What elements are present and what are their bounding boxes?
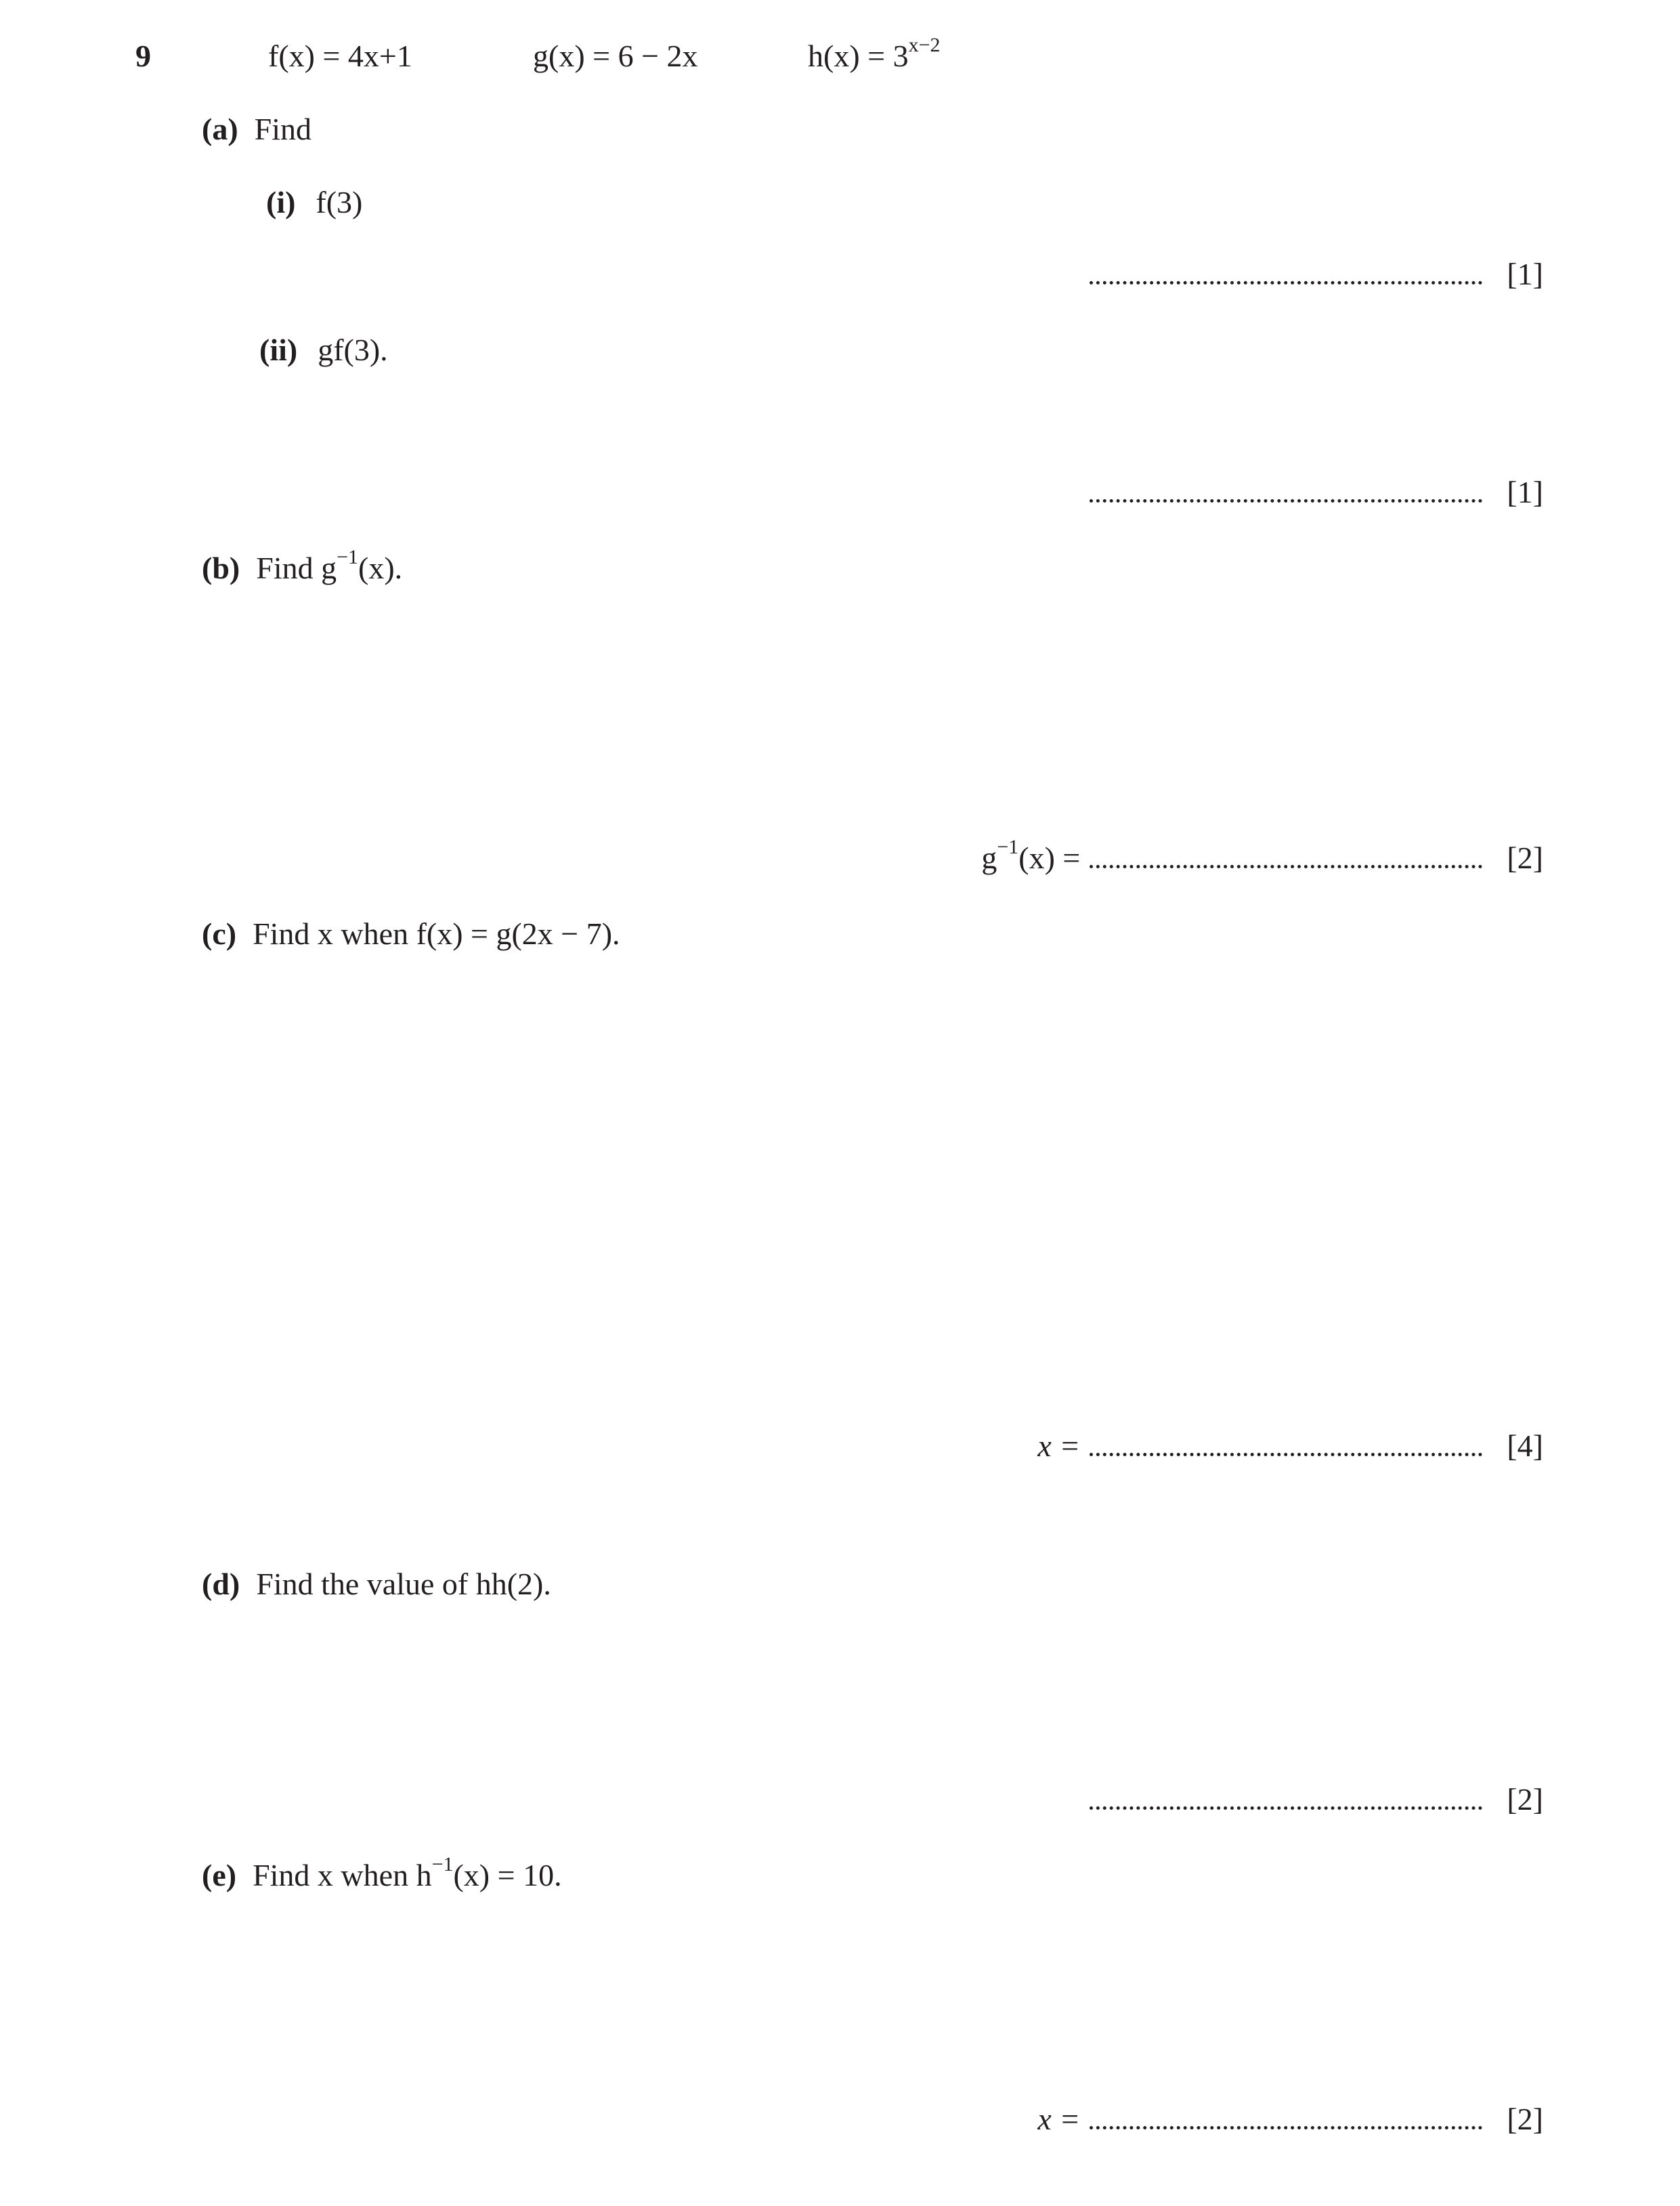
- function-h: [808, 34, 941, 74]
- mark-b: [2]: [1507, 841, 1543, 875]
- part-e-text: [253, 1853, 562, 1892]
- part-b-text: [256, 546, 403, 585]
- part-c: [202, 916, 620, 952]
- part-a-text: Find: [254, 112, 312, 146]
- answer-dots[interactable]: [1090, 277, 1482, 284]
- part-e-text-post: (x) = 10.: [453, 1858, 562, 1892]
- answer-line-c[interactable]: [1037, 1428, 1543, 1464]
- answer-prefix-c: x =: [1037, 1428, 1081, 1463]
- part-b-label: (b): [202, 551, 240, 585]
- mark-e: [2]: [1507, 2102, 1543, 2136]
- part-b: [202, 546, 403, 586]
- answer-dots[interactable]: [1090, 1449, 1482, 1456]
- answer-dots[interactable]: [1090, 495, 1482, 503]
- part-a-ii-label: (ii): [259, 333, 298, 367]
- part-a-i-text: f(3): [316, 185, 363, 219]
- answer-line-e[interactable]: [1037, 2101, 1543, 2137]
- answer-line-a-i[interactable]: [1090, 256, 1543, 292]
- answer-prefix-b: [981, 836, 1081, 876]
- part-d-text: Find the value of hh(2).: [256, 1567, 551, 1601]
- mark-a-i: [1]: [1507, 257, 1543, 291]
- part-e: [202, 1853, 562, 1893]
- answer-prefix-b-post: (x) =: [1018, 841, 1081, 875]
- part-a-i: [266, 184, 362, 220]
- answer-prefix-b-sup: −1: [997, 836, 1019, 858]
- function-g: g(x) = 6 − 2x: [533, 39, 698, 73]
- function-f: f(x) = 4x+1: [268, 39, 412, 73]
- part-b-text-pre: Find g: [256, 551, 337, 585]
- part-a-label: (a): [202, 112, 238, 146]
- part-d: [202, 1566, 551, 1602]
- mark-d: [2]: [1507, 1782, 1543, 1817]
- answer-dots[interactable]: [1090, 1802, 1482, 1810]
- part-e-label: (e): [202, 1858, 237, 1892]
- part-a-ii: [259, 332, 388, 368]
- answer-prefix-e: x =: [1037, 2102, 1081, 2136]
- part-d-label: (d): [202, 1567, 240, 1601]
- question-number: 9: [135, 39, 151, 73]
- answer-line-a-ii[interactable]: [1090, 474, 1543, 510]
- answer-prefix-b-base: g: [981, 841, 997, 875]
- answer-dots[interactable]: [1090, 861, 1482, 868]
- part-b-text-post: (x).: [358, 551, 403, 585]
- part-a: [202, 111, 311, 147]
- answer-dots[interactable]: [1090, 2122, 1482, 2129]
- mark-c: [4]: [1507, 1428, 1543, 1463]
- mark-a-ii: [1]: [1507, 475, 1543, 509]
- part-a-ii-text: gf(3).: [318, 333, 388, 367]
- inverse-superscript: −1: [337, 546, 359, 568]
- part-e-text-pre: Find x when h: [253, 1858, 432, 1892]
- part-c-text: Find x when f(x) = g(2x − 7).: [253, 916, 620, 951]
- function-h-base: h(x) = 3: [808, 39, 909, 73]
- answer-line-d[interactable]: [1090, 1781, 1543, 1817]
- part-c-label: (c): [202, 916, 237, 951]
- inverse-superscript: −1: [431, 1853, 454, 1875]
- answer-line-b[interactable]: [981, 836, 1543, 876]
- function-h-exponent: x−2: [908, 34, 941, 56]
- part-a-i-label: (i): [266, 185, 296, 219]
